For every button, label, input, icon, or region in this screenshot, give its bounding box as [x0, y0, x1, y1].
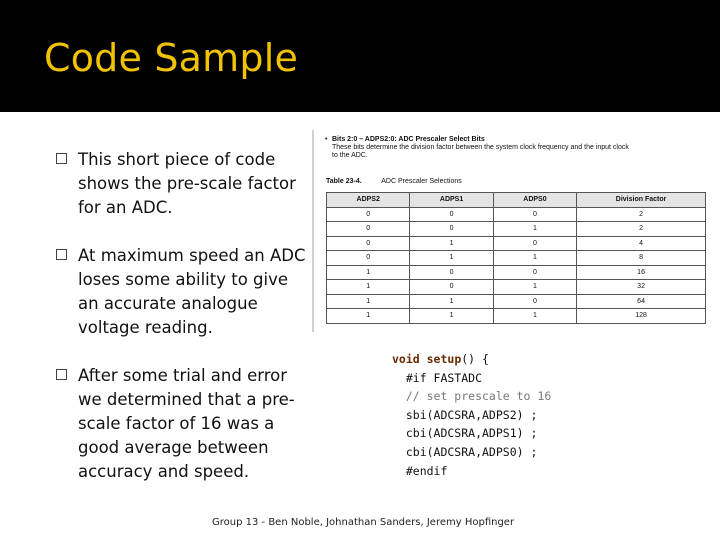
code-line: #if FASTADC	[392, 370, 483, 385]
bullet-text: This short piece of code shows the pre-scale factor for an ADC.	[78, 150, 296, 217]
table-cell: 0	[410, 280, 493, 295]
table-cell: 1	[327, 265, 410, 280]
table-cell: 1	[410, 236, 493, 251]
table-cell: 0	[327, 251, 410, 266]
table-row	[327, 265, 706, 280]
table-header-row	[327, 193, 706, 208]
table-row	[327, 207, 706, 222]
code-line: cbi(ADCSRA,ADPS0) ;	[392, 444, 538, 459]
code-line: #endif	[392, 463, 448, 478]
bullet-box-icon	[56, 153, 67, 164]
table-cell: 0	[493, 294, 576, 309]
bullet-text: After some trial and error we determined that a pre-scale factor of 16 was a good average between accuracy and speed.	[78, 366, 295, 481]
bullet-list	[56, 148, 306, 508]
table-cell: 128	[577, 309, 706, 324]
table-cell: 1	[410, 294, 493, 309]
table-cell: 16	[577, 265, 706, 280]
table-cell: 64	[577, 294, 706, 309]
column-header: ADPS2	[327, 193, 410, 208]
table-cell: 32	[577, 280, 706, 295]
bullet-box-icon	[56, 369, 67, 380]
slide-footer: Group 13 - Ben Noble, Johnathan Sanders, Jeremy Hopfinger	[212, 517, 515, 528]
table-cell: 1	[327, 309, 410, 324]
slide-title: Code Sample	[44, 36, 299, 80]
table-cell: 4	[577, 236, 706, 251]
code-signature-end: () {	[461, 352, 489, 366]
bullet-item	[56, 244, 306, 340]
table-cell: 2	[577, 207, 706, 222]
table-row	[327, 251, 706, 266]
table-cell: 0	[410, 265, 493, 280]
table-cell: 1	[410, 251, 493, 266]
table-cell: 0	[493, 236, 576, 251]
code-keyword: void	[392, 352, 427, 366]
bullet-item	[56, 364, 306, 484]
bits-description: to the ADC.	[332, 152, 368, 159]
title-bar	[0, 0, 720, 112]
datasheet-excerpt	[312, 130, 708, 332]
table-cell: 1	[327, 280, 410, 295]
table-title: ADC Prescaler Selections	[381, 178, 462, 185]
table-row	[327, 236, 706, 251]
column-header: ADPS1	[410, 193, 493, 208]
table-cell: 1	[410, 309, 493, 324]
table-row	[327, 280, 706, 295]
table-row	[327, 309, 706, 324]
table-cell: 2	[577, 222, 706, 237]
bullet-item	[56, 148, 306, 220]
table-number: Table 23-4.	[326, 178, 362, 185]
column-header: Division Factor	[577, 193, 706, 208]
table-cell: 0	[327, 236, 410, 251]
datasheet-header	[324, 136, 704, 159]
bits-description: These bits determine the division factor between the system clock frequency and the input clock	[332, 144, 629, 151]
code-comment: // set prescale to 16	[392, 389, 552, 404]
dot-icon: •	[325, 136, 328, 143]
table-cell: 1	[493, 251, 576, 266]
table-cell: 0	[327, 207, 410, 222]
prescaler-table	[326, 192, 706, 324]
bullet-box-icon	[56, 249, 67, 260]
column-header: ADPS0	[493, 193, 576, 208]
code-function-name: setup	[426, 352, 462, 366]
table-cell: 8	[577, 251, 706, 266]
table-cell: 0	[493, 207, 576, 222]
table-cell: 0	[327, 222, 410, 237]
table-caption	[326, 178, 462, 185]
table-cell: 0	[410, 207, 493, 222]
table-cell: 1	[327, 294, 410, 309]
bits-heading: Bits 2:0 – ADPS2:0: ADC Prescaler Select Bits	[332, 136, 485, 143]
table-cell: 1	[493, 280, 576, 295]
table-row	[327, 222, 706, 237]
code-snippet	[392, 350, 551, 480]
code-signature	[392, 350, 551, 369]
table-cell: 0	[410, 222, 493, 237]
code-line: sbi(ADCSRA,ADPS2) ;	[392, 407, 538, 422]
table-row	[327, 294, 706, 309]
table-cell: 0	[493, 265, 576, 280]
table-cell: 1	[493, 309, 576, 324]
table-cell: 1	[493, 222, 576, 237]
bullet-text: At maximum speed an ADC loses some ability to give an accurate analogue voltage reading.	[78, 246, 306, 337]
code-line: cbi(ADCSRA,ADPS1) ;	[392, 426, 538, 441]
